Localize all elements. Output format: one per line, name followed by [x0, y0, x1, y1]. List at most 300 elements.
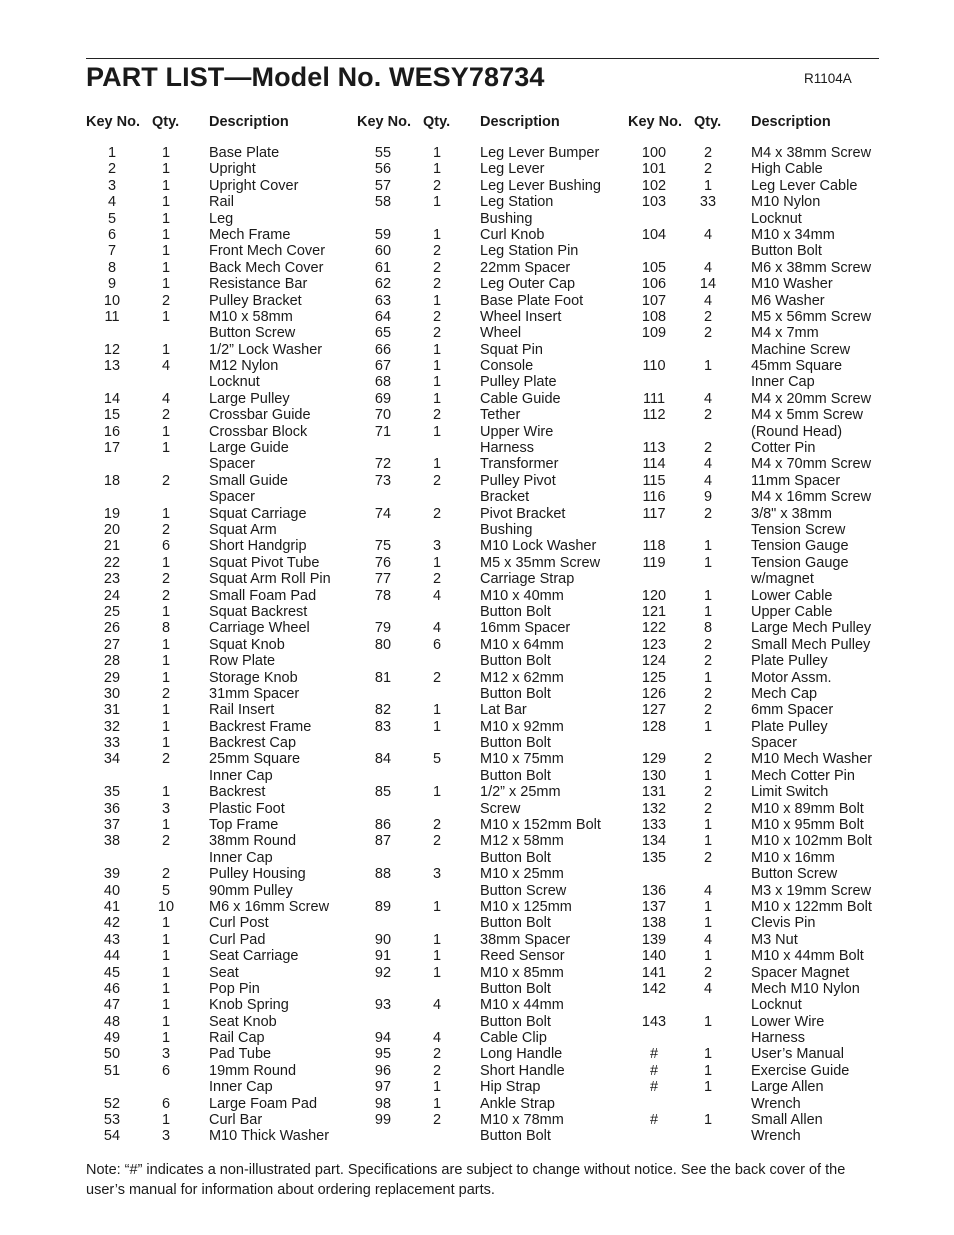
qty-header: Qty.	[152, 114, 180, 130]
key-no: 82	[374, 702, 392, 719]
part-row	[628, 276, 928, 292]
key-no: 131	[641, 784, 667, 801]
qty: 1	[161, 915, 171, 932]
key-no: 101	[641, 161, 667, 178]
key-no-header: Key No.	[86, 114, 140, 130]
part-row	[357, 653, 657, 669]
key-no: 6	[107, 226, 117, 243]
description: M4 x 5mm Screw	[751, 407, 863, 424]
description: Curl Pad	[209, 931, 266, 948]
part-row	[86, 637, 386, 653]
description: Button Bolt	[480, 603, 551, 620]
key-no: 34	[103, 751, 121, 768]
qty: 2	[161, 407, 171, 424]
part-row	[86, 686, 386, 702]
key-no: 95	[374, 1046, 392, 1063]
description: Small Mech Pulley	[751, 636, 871, 653]
qty: 2	[703, 702, 713, 719]
key-no: 55	[374, 145, 392, 161]
key-no: 51	[103, 1062, 121, 1079]
key-no: 135	[641, 849, 667, 866]
description: Crossbar Block	[209, 423, 308, 440]
description: 1/2” x 25mm	[480, 784, 561, 801]
part-row	[357, 588, 657, 604]
qty: 14	[699, 276, 717, 293]
description: w/magnet	[751, 571, 814, 588]
description: Locknut	[209, 374, 260, 391]
qty: 1	[703, 538, 713, 555]
part-row	[628, 784, 928, 800]
key-no: 87	[374, 833, 392, 850]
qty: 2	[161, 685, 171, 702]
description: Backrest Frame	[209, 718, 312, 735]
description: Mech M10 Nylon	[751, 980, 860, 997]
part-row	[86, 833, 386, 849]
part-row	[86, 161, 386, 177]
key-no: 79	[374, 620, 392, 637]
qty: 4	[703, 292, 713, 309]
key-no: 85	[374, 784, 392, 801]
key-no: 50	[103, 1046, 121, 1063]
description: Bushing	[480, 521, 533, 538]
part-row	[357, 702, 657, 718]
description: M12 x 58mm	[480, 833, 564, 850]
description: Curl Post	[209, 915, 269, 932]
qty: 3	[432, 866, 442, 883]
description: 3/8" x 38mm	[751, 505, 832, 522]
part-row	[628, 1096, 928, 1112]
part-row	[86, 883, 386, 899]
key-no: 133	[641, 817, 667, 834]
key-no: 116	[642, 489, 666, 506]
qty: 4	[432, 587, 442, 604]
description: Carriage Wheel	[209, 620, 310, 637]
key-no: 110	[642, 358, 666, 375]
qty: 2	[432, 407, 442, 424]
description: Button Screw	[209, 325, 296, 342]
part-row	[86, 1128, 386, 1144]
document-code: R1104A	[804, 71, 852, 86]
part-row	[628, 801, 928, 817]
description: M10 x 16mm	[751, 849, 835, 866]
part-row	[357, 1128, 657, 1144]
qty: 1	[161, 1112, 171, 1129]
description: Base Plate	[209, 145, 280, 161]
description: Lower Wire	[751, 1013, 825, 1030]
key-no: 41	[103, 898, 121, 915]
description: Rail Insert	[209, 702, 275, 719]
description: (Round Head)	[751, 423, 843, 440]
description: Leg	[209, 210, 234, 227]
description: M10 Thick Washer	[209, 1128, 330, 1145]
key-no: 117	[642, 505, 666, 522]
key-no: 74	[374, 505, 392, 522]
parts-rows	[86, 145, 386, 1145]
column-header	[628, 113, 928, 131]
description: Crossbar Guide	[209, 407, 311, 424]
qty: 1	[161, 505, 171, 522]
description: Spacer	[209, 489, 255, 506]
part-row	[86, 670, 386, 686]
qty: 2	[703, 505, 713, 522]
part-row	[86, 948, 386, 964]
part-row	[357, 1096, 657, 1112]
description: Pop Pin	[209, 980, 260, 997]
key-no: 97	[374, 1079, 392, 1096]
part-row	[86, 506, 386, 522]
description: Motor Assm.	[751, 669, 832, 686]
key-no: #	[649, 1062, 659, 1079]
key-no: 100	[641, 145, 667, 161]
description: Pivot Bracket	[480, 505, 566, 522]
qty: 1	[161, 636, 171, 653]
part-row	[628, 719, 928, 735]
qty: 1	[161, 194, 171, 211]
part-row	[357, 243, 657, 259]
key-no: 17	[103, 440, 121, 457]
description: M4 x 16mm Screw	[751, 489, 872, 506]
part-row	[86, 702, 386, 718]
part-row	[86, 1079, 386, 1095]
qty: 1	[432, 390, 442, 407]
description: Cable Clip	[480, 1030, 547, 1047]
description: Squat Pin	[480, 341, 543, 358]
part-row	[628, 178, 928, 194]
key-no-header: Key No.	[357, 114, 411, 130]
part-row	[86, 719, 386, 735]
part-row	[628, 194, 928, 210]
description: Harness	[480, 440, 534, 457]
key-no: 121	[641, 603, 667, 620]
part-row	[357, 899, 657, 915]
key-no: #	[649, 1112, 659, 1129]
description: Inner Cap	[209, 767, 273, 784]
part-row	[86, 555, 386, 571]
qty: 4	[703, 390, 713, 407]
description: Rail Cap	[209, 1030, 265, 1047]
part-row	[357, 522, 657, 538]
description: M10 x 78mm	[480, 1112, 564, 1129]
key-no: 130	[641, 767, 667, 784]
part-row	[86, 440, 386, 456]
description: Top Frame	[209, 817, 279, 834]
part-row	[86, 817, 386, 833]
description: Long Handle	[480, 1046, 563, 1063]
key-no: 21	[103, 538, 121, 555]
part-row	[628, 653, 928, 669]
part-row	[628, 686, 928, 702]
description: 6mm Spacer	[751, 702, 834, 719]
part-row	[357, 1063, 657, 1079]
description: Row Plate	[209, 653, 276, 670]
description: M12 Nylon	[209, 358, 279, 375]
description: Cotter Pin	[751, 440, 816, 457]
qty: 1	[703, 587, 713, 604]
part-row	[357, 506, 657, 522]
qty: 2	[161, 587, 171, 604]
description: M10 x 89mm Bolt	[751, 800, 864, 817]
qty: 2	[161, 472, 171, 489]
description: M5 x 35mm Screw	[480, 554, 601, 571]
part-row	[628, 883, 928, 899]
part-row	[86, 735, 386, 751]
part-row	[357, 555, 657, 571]
key-no: 124	[641, 653, 667, 670]
qty: 1	[703, 1013, 713, 1030]
key-no: 93	[374, 997, 392, 1014]
qty: 2	[432, 472, 442, 489]
part-row	[357, 178, 657, 194]
description: M6 x 16mm Screw	[209, 898, 330, 915]
part-row	[86, 997, 386, 1013]
qty: 2	[703, 308, 713, 325]
description: Upright Cover	[209, 177, 299, 194]
key-no: 3	[107, 177, 117, 194]
qty: 1	[703, 1046, 713, 1063]
qty: 1	[703, 767, 713, 784]
description: Carriage Strap	[480, 571, 575, 588]
description: Mech Cotter Pin	[751, 767, 855, 784]
part-row	[628, 456, 928, 472]
part-row	[357, 751, 657, 767]
part-row	[86, 424, 386, 440]
description: Leg Lever	[480, 161, 545, 178]
qty: 4	[703, 259, 713, 276]
qty: 2	[703, 784, 713, 801]
description: Pulley Housing	[209, 866, 306, 883]
qty: 1	[432, 1079, 442, 1096]
qty: 1	[432, 161, 442, 178]
part-row	[628, 997, 928, 1013]
key-no: 37	[103, 817, 121, 834]
part-row	[628, 489, 928, 505]
description: M10 x 34mm	[751, 226, 835, 243]
qty: 4	[703, 456, 713, 473]
key-no: 69	[374, 390, 392, 407]
description: Short Handgrip	[209, 538, 307, 555]
description: M10 x 122mm Bolt	[751, 898, 872, 915]
description: Button Bolt	[480, 915, 551, 932]
key-no: 31	[103, 702, 121, 719]
part-row	[86, 620, 386, 636]
qty: 1	[703, 898, 713, 915]
part-row	[86, 407, 386, 423]
qty: 4	[161, 390, 171, 407]
qty: 1	[703, 1112, 713, 1129]
key-no: 59	[374, 226, 392, 243]
key-no: 18	[103, 472, 121, 489]
qty: 1	[161, 259, 171, 276]
key-no-header: Key No.	[628, 114, 682, 130]
description: Knob Spring	[209, 997, 289, 1014]
qty: 2	[703, 653, 713, 670]
qty: 4	[161, 358, 171, 375]
description: Ankle Strap	[480, 1095, 555, 1112]
description: Console	[480, 358, 534, 375]
part-row	[628, 227, 928, 243]
key-no: 140	[641, 948, 667, 965]
qty: 2	[432, 1112, 442, 1129]
part-row	[86, 1063, 386, 1079]
qty: 1	[432, 702, 442, 719]
key-no: 38	[103, 833, 121, 850]
qty: 2	[703, 407, 713, 424]
part-row	[357, 997, 657, 1013]
key-no: 49	[103, 1030, 121, 1047]
description: User’s Manual	[751, 1046, 844, 1063]
key-no: 107	[641, 292, 667, 309]
description: M10 x 44mm Bolt	[751, 948, 864, 965]
part-row	[357, 801, 657, 817]
description: Limit Switch	[751, 784, 829, 801]
description: Harness	[751, 1030, 805, 1047]
description: Button Bolt	[480, 685, 551, 702]
key-no: 15	[103, 407, 121, 424]
key-no: 108	[641, 308, 667, 325]
qty: 1	[161, 1013, 171, 1030]
key-no: 13	[103, 358, 121, 375]
description: Mech Frame	[209, 226, 291, 243]
description: Wheel	[480, 325, 522, 342]
qty: 1	[161, 784, 171, 801]
key-no: 54	[103, 1128, 121, 1145]
description: Squat Arm	[209, 521, 277, 538]
qty: 2	[161, 292, 171, 309]
key-no: 60	[374, 243, 392, 260]
description: Button Screw	[751, 866, 838, 883]
part-row	[628, 1128, 928, 1144]
description: Button Bolt	[480, 653, 551, 670]
description: Tension Gauge	[751, 538, 849, 555]
part-row	[357, 604, 657, 620]
description: 38mm Spacer	[480, 931, 571, 948]
part-row	[628, 309, 928, 325]
description: Button Bolt	[480, 1013, 551, 1030]
key-no: 128	[641, 718, 667, 735]
key-no: 102	[641, 177, 667, 194]
description: Pulley Pivot	[480, 472, 556, 489]
qty: 2	[432, 571, 442, 588]
qty: 2	[703, 964, 713, 981]
key-no: 5	[107, 210, 117, 227]
description: Locknut	[751, 210, 802, 227]
description: Wrench	[751, 1128, 801, 1145]
description: Lat Bar	[480, 702, 527, 719]
key-no: 120	[641, 587, 667, 604]
part-row	[357, 719, 657, 735]
part-row	[357, 325, 657, 341]
key-no: 86	[374, 817, 392, 834]
description: Wheel Insert	[480, 308, 562, 325]
key-no: 52	[103, 1095, 121, 1112]
qty: 4	[703, 980, 713, 997]
description: M6 x 38mm Screw	[751, 259, 872, 276]
description: Large Pulley	[209, 390, 290, 407]
part-row	[86, 571, 386, 587]
description: M10 x 102mm Bolt	[751, 833, 872, 850]
qty: 1	[703, 669, 713, 686]
key-no: 62	[374, 276, 392, 293]
key-no: 40	[103, 882, 121, 899]
description: 31mm Spacer	[209, 685, 300, 702]
qty: 2	[432, 243, 442, 260]
qty: 1	[161, 669, 171, 686]
part-row	[628, 1014, 928, 1030]
key-no: 103	[641, 194, 667, 211]
part-row	[86, 653, 386, 669]
part-row	[86, 981, 386, 997]
description: M10 x 92mm	[480, 718, 564, 735]
qty: 1	[161, 931, 171, 948]
part-row	[628, 342, 928, 358]
part-row	[628, 981, 928, 997]
part-row	[357, 424, 657, 440]
part-row	[628, 538, 928, 554]
part-row	[357, 735, 657, 751]
description: Tether	[480, 407, 521, 424]
key-no: 136	[641, 882, 667, 899]
description: Inner Cap	[751, 374, 815, 391]
description: Pulley Plate	[480, 374, 557, 391]
part-row	[86, 342, 386, 358]
part-row	[628, 1046, 928, 1062]
part-row	[628, 833, 928, 849]
key-no: 47	[103, 997, 121, 1014]
part-row	[357, 948, 657, 964]
qty: 1	[161, 603, 171, 620]
part-row	[628, 424, 928, 440]
description: M10 x 85mm	[480, 964, 564, 981]
description: M10 x 75mm	[480, 751, 564, 768]
description: Base Plate Foot	[480, 292, 584, 309]
qty: 6	[432, 636, 442, 653]
description: Plate Pulley	[751, 718, 828, 735]
part-row	[357, 489, 657, 505]
part-row	[357, 1079, 657, 1095]
key-no: 94	[374, 1030, 392, 1047]
key-no: 98	[374, 1095, 392, 1112]
key-no: 111	[642, 390, 666, 407]
key-no: 78	[374, 587, 392, 604]
qty: 4	[703, 931, 713, 948]
part-row	[357, 211, 657, 227]
description: Upper Wire	[480, 423, 554, 440]
description: Bushing	[480, 210, 533, 227]
part-row	[357, 866, 657, 882]
key-no: 61	[374, 259, 392, 276]
parts-rows	[628, 145, 928, 1145]
part-row	[357, 1030, 657, 1046]
qty: 8	[161, 620, 171, 637]
key-no: 142	[641, 980, 667, 997]
qty: 1	[161, 980, 171, 997]
key-no: 25	[103, 603, 121, 620]
qty: 1	[432, 1095, 442, 1112]
part-row	[357, 1014, 657, 1030]
key-no: 68	[374, 374, 392, 391]
description: Tension Gauge	[751, 554, 849, 571]
description: Small Foam Pad	[209, 587, 317, 604]
description: Backrest Cap	[209, 735, 297, 752]
description-header: Description	[209, 114, 289, 130]
qty: 1	[432, 194, 442, 211]
key-no: 92	[374, 964, 392, 981]
key-no: 33	[103, 735, 121, 752]
part-row	[86, 1030, 386, 1046]
description: Seat	[209, 964, 239, 981]
part-row	[357, 1046, 657, 1062]
part-row	[628, 325, 928, 341]
